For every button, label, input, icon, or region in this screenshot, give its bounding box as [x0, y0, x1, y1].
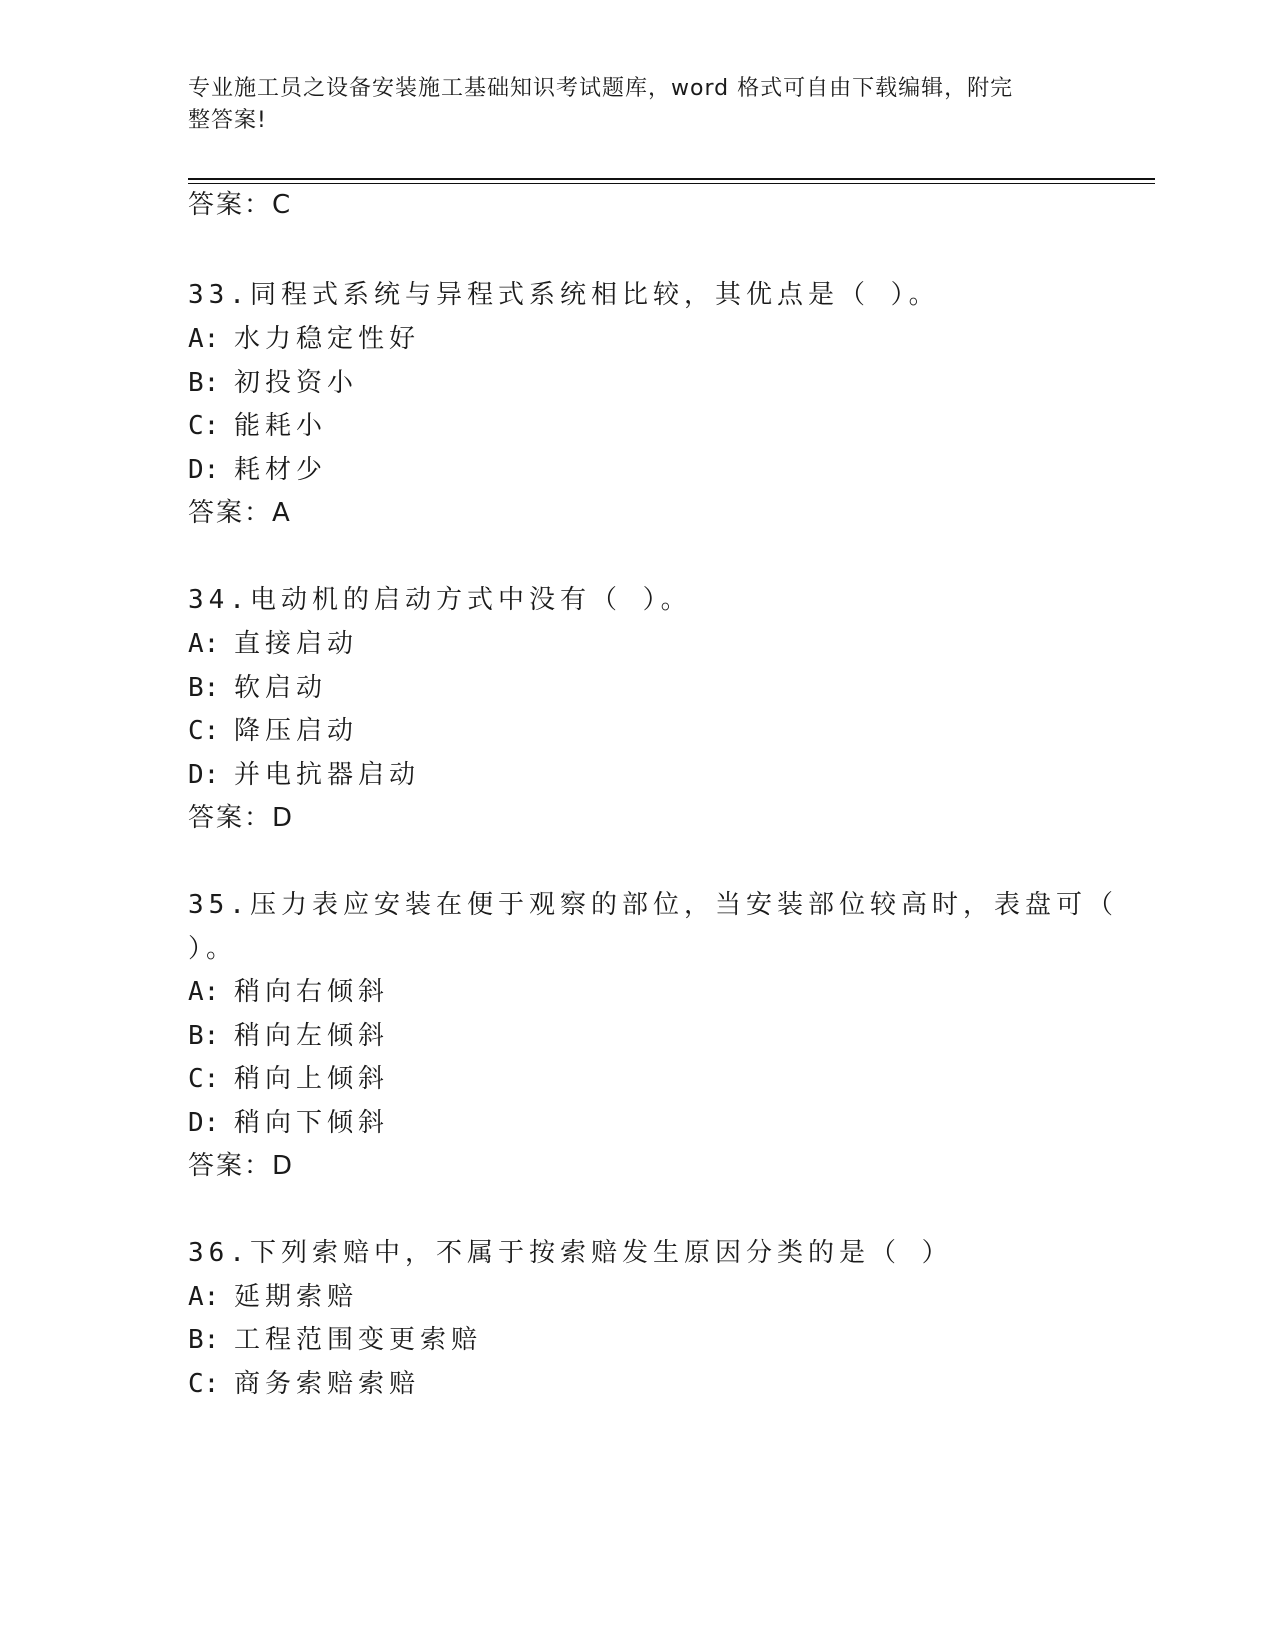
option-c: [188, 714, 358, 748]
question-stem: 35.压力表应安装在便于观察的部位，当安装部位较高时，表盘可（: [188, 890, 1118, 920]
option-key: D:: [188, 760, 220, 790]
document-header: [188, 73, 1068, 137]
option-key: C:: [188, 1369, 220, 1399]
header-line-2: 整答案!: [188, 108, 267, 133]
option-text: 能耗小: [234, 411, 328, 441]
option-text: 并电抗器启动: [234, 760, 421, 790]
question-stem: 36.下列索赔中，不属于按索赔发生原因分类的是（ ）: [188, 1238, 953, 1268]
option-text: 延期索赔: [234, 1282, 359, 1312]
option-key: A:: [188, 977, 220, 1007]
option-d: [188, 453, 327, 487]
option-c: [188, 1367, 420, 1401]
option-d: [188, 758, 420, 792]
option-key: A:: [188, 629, 220, 659]
option-text: 直接启动: [234, 629, 359, 659]
option-key: D:: [188, 455, 220, 485]
option-c: [188, 409, 327, 443]
option-key: B:: [188, 1021, 220, 1051]
question-stem: 33.同程式系统与异程式系统相比较，其优点是（ ）。: [188, 280, 940, 310]
header-rule-thick: [188, 178, 1155, 180]
option-text: 商务索赔索赔: [234, 1369, 421, 1399]
option-b: [188, 671, 327, 705]
header-rule-thin: [188, 183, 1155, 184]
question-stem-continued: ）。: [188, 934, 238, 964]
option-text: 稍向右倾斜: [234, 977, 390, 1007]
option-key: B:: [188, 673, 220, 703]
previous-answer: 答案：C: [188, 190, 293, 220]
option-a: [188, 627, 358, 661]
option-a: [188, 1280, 358, 1314]
option-d: [188, 1106, 389, 1140]
question-stem: 34.电动机的启动方式中没有（ ）。: [188, 585, 692, 615]
option-key: C:: [188, 716, 220, 746]
option-text: 稍向上倾斜: [234, 1064, 390, 1094]
option-key: A:: [188, 324, 220, 354]
option-text: 耗材少: [234, 455, 328, 485]
option-text: 初投资小: [234, 368, 359, 398]
option-key: B:: [188, 1325, 220, 1355]
option-key: B:: [188, 368, 220, 398]
option-b: [188, 366, 358, 400]
option-key: A:: [188, 1282, 220, 1312]
option-key: C:: [188, 1064, 220, 1094]
option-b: [188, 1019, 389, 1053]
option-a: [188, 322, 420, 356]
header-line-1: 专业施工员之设备安装施工基础知识考试题库，word 格式可自由下载编辑，附完: [188, 76, 1014, 101]
answer: 答案：D: [188, 1151, 295, 1181]
option-text: 稍向下倾斜: [234, 1108, 390, 1138]
option-text: 降压启动: [234, 716, 359, 746]
option-b: [188, 1323, 482, 1357]
option-key: D:: [188, 1108, 220, 1138]
answer: 答案：A: [188, 498, 292, 528]
answer: 答案：D: [188, 803, 295, 833]
option-key: C:: [188, 411, 220, 441]
option-text: 软启动: [234, 673, 328, 703]
option-text: 稍向左倾斜: [234, 1021, 390, 1051]
option-text: 工程范围变更索赔: [234, 1325, 483, 1355]
option-a: [188, 975, 389, 1009]
option-c: [188, 1062, 389, 1096]
option-text: 水力稳定性好: [234, 324, 421, 354]
